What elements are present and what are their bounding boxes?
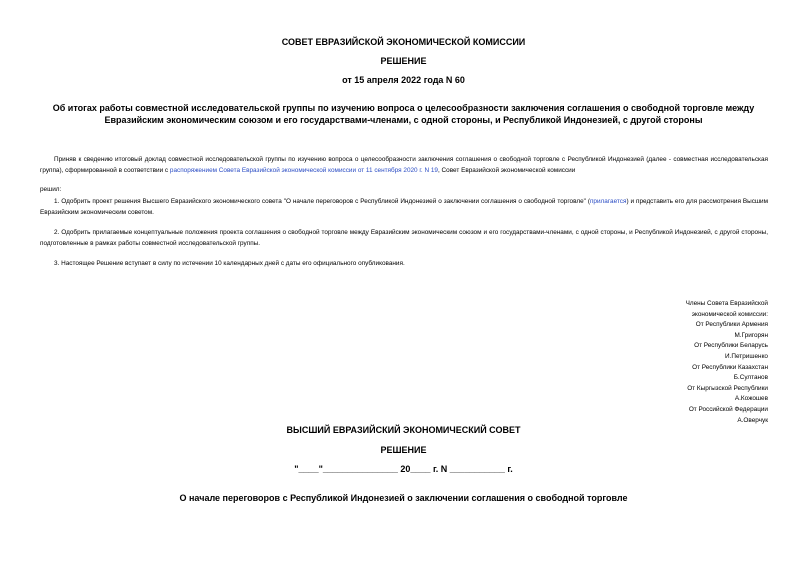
annex-title: О начале переговоров с Республикой Индонезией о заключении соглашения о свободной торговле (179, 493, 628, 503)
item-1-text-a: 1. Одобрить проект решения Высшего Евразийского экономического совета "О начале переговоров с Республикой Индонезией о заключении соглашения о свободной торговле" ( (54, 198, 590, 205)
annex-doc-type-heading: РЕШЕНИЕ (380, 445, 427, 455)
signer-line: Б.Султанов (733, 374, 768, 382)
doc-type-heading: РЕШЕНИЕ (380, 56, 427, 66)
intro-text-b: , Совет Евразийской экономической комиссии (437, 166, 576, 174)
signers-heading-2: экономической комиссии: (691, 310, 768, 318)
date-number: от 15 апреля 2022 года N 60 (342, 75, 465, 85)
signers-block (568, 299, 768, 426)
annex-date-placeholder: "____"_______________ 20____ г. N ___________ г. (294, 464, 513, 474)
document-title-line-2: Евразийским экономическим союзом и его государствами-членами, с одной стороны, и Республикой Индонезией, с другой стороны (104, 114, 703, 125)
council-heading: СОВЕТ ЕВРАЗИЙСКОЙ ЭКОНОМИЧЕСКОЙ КОМИССИИ (281, 37, 526, 47)
resolved-label: решил: (40, 186, 62, 193)
decree-link[interactable]: распоряжением Совета Евразийской экономической комиссии от 11 сентября 2020 г. N 19 (169, 166, 438, 174)
signer-line: От Российской Федерации (688, 405, 768, 413)
signer-line: М.Григорян (734, 331, 768, 339)
intro-paragraph (40, 155, 768, 176)
item-3-paragraph (40, 259, 768, 270)
item-1-paragraph (40, 197, 768, 218)
signer-line: А.Кожошев (734, 395, 768, 403)
signer-line: От Республики Беларусь (694, 342, 768, 350)
signer-line: И.Петришенко (725, 352, 768, 360)
signer-line: А.Оверчук (737, 416, 768, 424)
item-2-text: 2. Одобрить прилагаемые концептуальные положения проекта соглашения о свободной торговле между Евразийским экономическим союзом и его государствами-членами, с одной стороны, и Республикой Индонезией, с другой стороны, подготовленные в рамках работы совместной исследовательской группы. (40, 229, 768, 247)
signer-line: От Республики Казахстан (692, 363, 768, 371)
intro-text-a: Приняв к сведению итоговый доклад совместной исследовательской группы по изучению вопроса о целесообразности заключения соглашения о свободной торговле с Республикой Индонезией (далее - совместная исследовательская группа), сформированной в соответствии с (40, 156, 768, 174)
item-1-text-b: ) и представить его для рассмотрения Высшим Евразийским экономическим советом. (40, 198, 769, 216)
document-title (40, 103, 767, 126)
document-title-line-1: Об итогах работы совместной исследовательской группы по изучению вопроса о целесообразности заключения соглашения о свободной торговле между (52, 103, 755, 113)
annex-council-heading: ВЫСШИЙ ЕВРАЗИЙСКИЙ ЭКОНОМИЧЕСКИЙ СОВЕТ (286, 425, 521, 435)
item-3-text: 3. Настоящее Решение вступает в силу по истечении 10 календарных дней с даты его официального опубликования. (54, 260, 405, 267)
attached-link[interactable]: прилагается (589, 198, 627, 205)
signer-line: От Кыргызской Республики (687, 384, 768, 392)
item-2-paragraph (40, 228, 768, 249)
signer-line: От Республики Армения (695, 321, 768, 329)
signers-heading-1: Члены Совета Евразийской (685, 300, 768, 307)
